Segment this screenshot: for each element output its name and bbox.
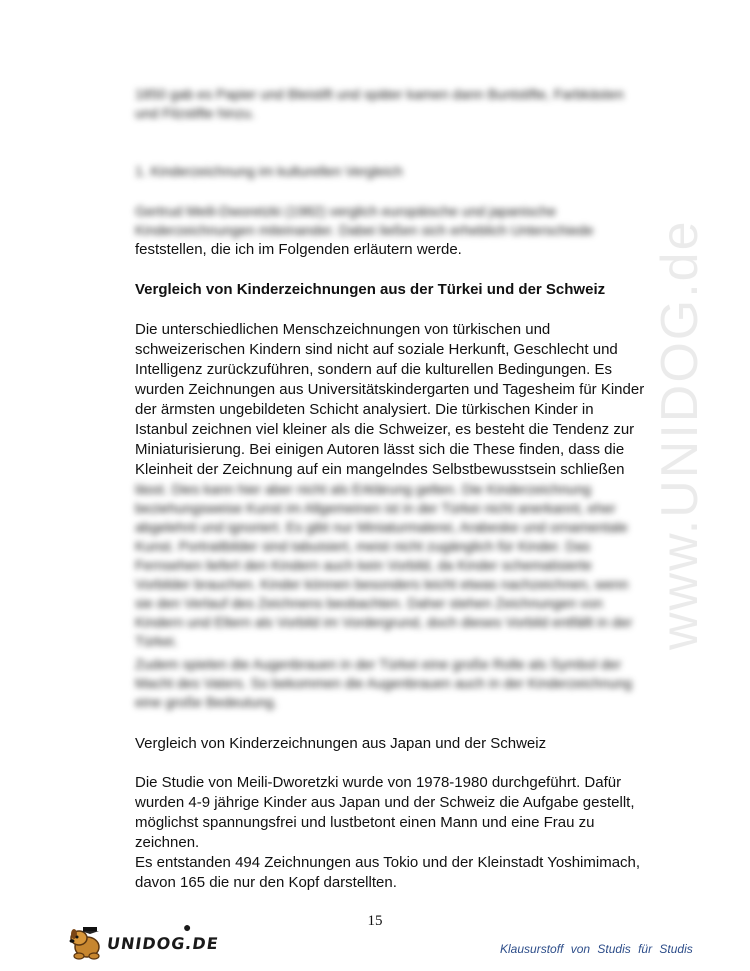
page-number: 15 bbox=[367, 913, 383, 929]
logo-text: UNIDOG.DE bbox=[105, 933, 220, 953]
paragraph-japan-results: Es entstanden 494 Zeichnungen aus Tokio und der Kleinstadt Yoshimimach, davon 165 die nur den Kopf darstellten. bbox=[135, 854, 641, 891]
paragraph-turkey: Die unterschiedlichen Menschzeichnungen von türkischen und schweizerischen Kindern sind nicht auf soziale Herkunft, Geschlecht und Intelligenz zurückzuführen, sondern auf die kulturellen Bedingungen. Es wurden Zeichnungen aus Universitätskindergarten und Tagesheim für Kinder der ärmsten ungebildeten Schicht analysiert. Die türkischen Kinder in Istanbul zeichnen viel kleiner als die Schweizer, es besteht die Tendenz zur Miniaturisierung. Bei einigen Autoren lässt sich die These finden, dass die Kleinheit der Zeichnung auf ein mangelndes Selbstbewusstsein schließen bbox=[135, 321, 645, 478]
paragraph-intro-end: feststellen, die ich im Folgenden erläutern werde. bbox=[135, 241, 462, 258]
paw-icon: ● bbox=[183, 919, 192, 935]
watermark: www.UNIDOG.de bbox=[651, 219, 709, 650]
blurred-eyebrows-paragraph: Zudem spielen die Augenbrauen in der Türkei eine große Rolle als Symbol der Macht des Vaters. So bekommen die Augenbrauen auch in der Kinderzeichnung eine große Bedeutung. bbox=[135, 656, 633, 710]
unidog-logo bbox=[65, 919, 220, 961]
blurred-turkey-paragraph: lässt. Dies kann hier aber nicht als Erklärung gelten. Die Kinderzeichnung beziehungsweise Kunst im Allgemeinen ist in der Türkei nicht anerkannt, eher abgelehnt und ignoriert. Es gibt nur Miniaturmalerei, Arabeske und ornamentale Kunst. Portraitbilder sind tabuisiert, meist nicht zugänglich für Kinder. Das Fernsehen liefert den Kindern auch kein Vorbild, da Kinder schematisierte Vorbilder brauchen. Kinder können besonders leicht etwas nachzeichnen, wenn sie den Verlauf des Zeichnens beobachten. Daher stehen Zeichnungen von Kindern und Eltern als Vorbild im Vordergrund, doch dieses Vorbild entfällt in der Türkei. bbox=[135, 481, 633, 649]
blurred-section-intro: Gertrud Meili-Dworetzki (1982) verglich europäische und japanische Kinderzeichnungen miteinander. Dabei ließen sich erheblich Unterschiede bbox=[135, 203, 594, 238]
footer-tagline: Klausurstoff von Studis für Studis bbox=[500, 942, 693, 956]
heading-japan-switzerland: Vergleich von Kinderzeichnungen aus Japan und der Schweiz bbox=[135, 735, 547, 752]
blurred-intro: 1850 gab es Papier und Bleistift und später kamen dann Buntstifte, Farbkästen und Filzstifte hinzu. bbox=[135, 86, 624, 121]
dog-mascot-icon bbox=[65, 925, 105, 961]
blurred-section-heading: 1. Kinderzeichnung im kulturellen Vergleich bbox=[135, 163, 403, 179]
paragraph-japan: Die Studie von Meili-Dworetzki wurde von 1978-1980 durchgeführt. Dafür wurden 4-9 jährige Kinder aus Japan und der Schweiz die Aufgabe gestellt, möglichst spannungsfrei und lustbetont einen Mann und eine Frau zu zeichnen. bbox=[135, 774, 635, 851]
heading-turkey-switzerland: Vergleich von Kinderzeichnungen aus der Türkei und der Schweiz bbox=[135, 281, 606, 298]
